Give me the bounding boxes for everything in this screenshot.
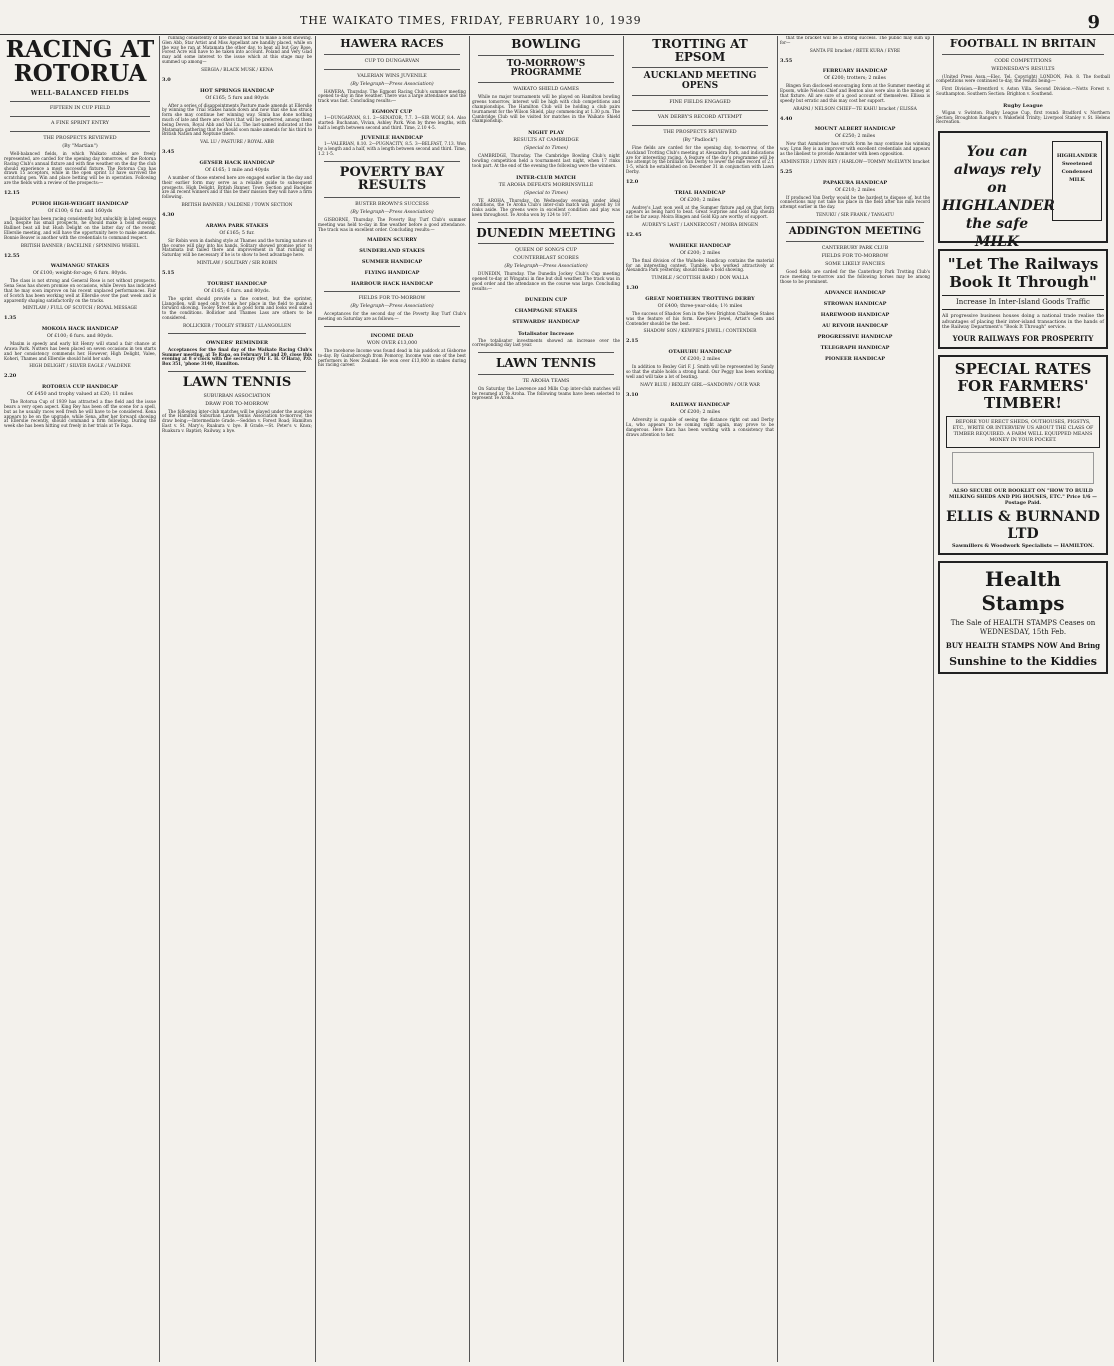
selections: ROLLICKER / TOOLEY STREET / LLANGOLLEN: [182, 323, 292, 329]
advert-cta: BUY HEALTH STAMPS NOW And Bring: [945, 640, 1101, 650]
paragraph: While no major tournaments will be played on Hamilton bowling greens tomorrow, interest will be high with club competitions and championships. The Hamilton Club will be holding a club pairs tournament for the Wilson Shield, play commencing at 1.30 p.m. The Cambridge Club will be visited for matches in the Waikato Shield championship.: [472, 94, 620, 124]
selections: SHADOW SON / KEWPIE'S JEWEL / CONTENDER: [643, 329, 757, 335]
race-name: HARBOUR HACK HANDICAP: [351, 281, 433, 288]
subhead: FIFTEEN IN CUP FIELD: [49, 106, 111, 112]
railways-advert: [938, 249, 1108, 349]
selections: TENUKU / SIR FRANK / TANGATU: [816, 212, 894, 218]
paragraph: Good fields are carded for the Canterbury Park Trotting Club's race meeting to-morrow and the following horses may be among those to be prominent.: [780, 269, 930, 285]
headline-addington: ADDINGTON MEETING: [788, 225, 922, 237]
ellis-burnand-advert: [938, 355, 1108, 555]
race-name: ARAWA PARK STAKES: [205, 222, 269, 229]
race-name: FLYING HANDICAP: [364, 270, 420, 277]
paragraph: TE AROHA, Thursday. On Wednesday evening, under ideal conditions, the Te Aroha Club's inter-club match was played by 18 rinks aside. The greens were in excellent condition and play was keen throughout. Te Aroha won by 124 to 107.: [472, 197, 620, 218]
subhead: CANTERBURY PARK CLUB: [821, 246, 889, 252]
subhead: FINE FIELDS ENGAGED: [669, 100, 731, 106]
race-conditions: Of £200; 2 miles: [679, 197, 721, 203]
subhead: INCOME DEAD: [370, 332, 414, 339]
shed-illustration: [952, 452, 1094, 484]
paragraph: Now that Axminster has struck form he may continue his winning way. Lynn Rey is an improver with excellent credentials and appears as the likeliest to provide Axminster with keen opposition.: [780, 141, 930, 156]
race-name: EGMONT CUP: [371, 108, 413, 115]
race-time: 4.30: [162, 211, 175, 218]
paragraph: If produced Van Derby would be the hardest to dispose of, but the connections may not take his place in the field after his mile record attempt earlier in the day.: [780, 194, 930, 210]
race-name: OTAHUHU HANDICAP: [668, 349, 732, 356]
race-conditions: Of £250; 2 miles: [834, 134, 876, 140]
page-number: 9: [1087, 12, 1100, 33]
health-stamps-advert: [938, 561, 1108, 674]
column-trotting-addington: [780, 36, 930, 1364]
selections: AXMINSTER / LYNN REY / HARLOW—TOMMY McELWYN bracket: [780, 159, 930, 165]
headline-racing-rotorua: RACING AT ROTORUA: [5, 36, 155, 88]
selections: BRITISH BANNER / BACELINE / SPINNING WHEEL: [20, 243, 140, 249]
paragraph: Acceptances for the final day of the Waikato Racing Club's Summer meeting, at Te Rapa, on February 18 and 20, close this evening at 8 o'clock with the secretary (Mr E. H. O'Hara), P.O. Box 351, 'phone 3140, Hamilton.: [162, 346, 312, 367]
race-conditions: Of £165; 6 furs. and 80yds.: [203, 288, 271, 294]
paragraph: (United Press Assn.—Elec. Tel. Copyright) LONDON, Feb. 8. The football competitions were continued to-day, the results being:—: [936, 73, 1110, 84]
column-racing-continued: [162, 36, 312, 1364]
race-name: AU REVOIR HANDICAP: [822, 322, 888, 329]
paragraph: In addition to Bexley Girl F. J. Smith will be represented by Sandy so that the stable holds a strong hand. Our Peggy has been working well and will take a lot of beating.: [626, 364, 774, 379]
subhead: QUEEN OF SONG'S CUP: [515, 248, 577, 254]
headline-bowling: BOWLING: [511, 37, 581, 51]
subhead: OWNERS' REMINDER: [205, 339, 269, 346]
headline-trotting-epsom: TROTTING AT EPSOM: [652, 37, 748, 64]
paragraph: HAWERA, Thursday. The Egmont Racing Club's summer meeting opened to-day in fine weather. There was a large attendance and the track was fast. Concluding results:—: [318, 88, 466, 104]
subhead: FIELDS FOR TO-MORROW: [358, 296, 426, 302]
headline-poverty-bay: POVERTY BAY RESULTS: [339, 164, 445, 194]
masthead: [0, 0, 1114, 35]
race-name: RAILWAY HANDICAP: [670, 402, 730, 409]
advert-tagline: Sawmillers & Woodwork Specialists — HAMILTON.: [952, 542, 1094, 549]
race-conditions: Of £200; trotters; 2 miles: [824, 76, 886, 82]
paragraph: The following inter-club matches will be played under the auspices of the Hamilton Suburban Lawn Tennis Association to-morrow, the draw being:—Intermediate Grade.—Seddon v. Forest Road; Hamilton East v. St. Mary's; Ruakura v. bye. B Grade.—St. Peter's v. Knox; Ruakura v. Baptist; Railway, a bye.: [162, 408, 312, 433]
race-name: PROGRESSIVE HANDICAP: [817, 333, 893, 340]
advert-body: All progressive business houses doing a national trade realise the advantages of placing their inter-island transactions in the hands of the Railway Department's "Book It Through" service.: [942, 314, 1104, 331]
subhead: A FINE SPRINT ENTRY: [51, 121, 109, 127]
column-football-ads: [936, 36, 1110, 1364]
masthead-title: THE WAIKATO TIMES, FRIDAY, FEBRUARY 10, 1939: [300, 14, 642, 27]
paragraph: Maxim is speedy and early hit Henry will stand a fair chance at Arawa Park. Nutters has been placed on seven occasions in ten starts and her consistency commends her. However, High Delight, Valee, Koheri, Thames and Ellerslie should hold her safe.: [4, 341, 156, 361]
subhead: CUP TO DUNGARVAN: [364, 58, 420, 64]
race-name: TOURIST HANDICAP: [207, 280, 267, 287]
headline-programme: TO-MORROW'S PROGRAMME: [506, 58, 586, 79]
race-time: 1.30: [626, 285, 639, 292]
race-name: PAPAKURA HANDICAP: [822, 179, 888, 186]
source-line: (Special to Times): [523, 146, 568, 152]
race-conditions: Of £200; 2 miles: [679, 357, 721, 363]
race-name: HOT SPRINGS HANDICAP: [199, 87, 275, 94]
race-name: FEBRUARY HANDICAP: [822, 68, 888, 75]
selections: NAVY BLUE / BEXLEY GIRL—SANDOWN / OUR WAR: [640, 382, 760, 388]
paragraph: On Saturday the Lawrence and Mills Cup inter-club matches will be resumed at Te Aroha. The following teams have been selected to represent Te Aroha.: [472, 385, 620, 401]
race-time: 3.45: [162, 149, 175, 156]
selections: HIGH DELIGHT / SILVER EAGLE / VALDENE: [29, 364, 131, 370]
subhead: CODE COMPETITIONS: [994, 58, 1052, 64]
advert-tagline: Sunshine to the Kiddies: [949, 654, 1097, 668]
column-trotting-epsom: [626, 36, 774, 1364]
race-conditions: Of £165; 1 mile and 40yds: [204, 167, 270, 173]
paragraph: running consistently of late should not fail to make a bold showing. Glen Abb, Star Artist and Miss Appellant are handily placed, while on the way he ran at Matamata the other day, to beat all but Gay Rose, Forest Acre will have to be taken into account. Poland and Very Glad may add some interest to the issue which at this stage may be summed up among—: [162, 36, 312, 64]
source-line: (Special to Times): [523, 190, 568, 196]
paragraph: CAMBRIDGE, Thursday. The Cambridge Bowling Club's night bowling competition held a tournament last night, when 17 rinks took part. At the end of the evening the following were the winners.: [472, 153, 620, 168]
paragraph: The Rotorua Cup of 1939 has attracted a fine field and the issue bears a very open aspect. King Rey has been off the scene for a spell, but as he usually races well fresh he will have to be considered. Kena appears to be on the upgrade, while Sena, after her forward showing at Ellerslie recently, should command a firm following. During the week she has been hitting out freely in her trials at Te Rapa.: [4, 399, 156, 429]
race-conditions: Of £200; 2 miles: [679, 410, 721, 416]
selections: MINTLAW / FULL OF SCOTCH / ROYAL MESSAGE: [22, 306, 138, 312]
source-line: (By Telegraph—Press Association): [350, 210, 434, 215]
column-hawera-poverty-bay: [318, 36, 466, 1364]
race-name: WAIMANGU STAKES: [50, 263, 110, 270]
subhead: TE AROHA DEFEATS MORRINSVILLE: [498, 182, 594, 188]
headline-dunedin: DUNEDIN MEETING: [476, 225, 616, 240]
selections: SANTA FE bracket / RETE KURA / EYRE: [809, 48, 901, 54]
race-time: 12.0: [626, 178, 639, 185]
selections: ARAPAI / NELSON CHIEF—TE KAHU bracket / ELISSA: [793, 106, 917, 112]
advert-subhead: Increase In Inter-Island Goods Traffic: [942, 295, 1104, 310]
byline: (By "Padlock"): [682, 138, 718, 144]
subhead: FIELDS FOR TO-MORROW: [821, 254, 889, 260]
paragraph: that the bracket will be a strong success. The public may sum up for—: [780, 36, 930, 45]
race-time: 12.45: [626, 232, 642, 239]
paragraph: DUNEDIN, Thursday. The Dunedin Jockey Club's Cup meeting opened to-day at Wingatui in fine but dull weather. The track was in good order and the attendance on the course was large. Concluding results:—: [472, 271, 620, 291]
race-name: PUHOI HIGH-WEIGHT HANDICAP: [31, 200, 129, 207]
race-name: ADVANCE HANDICAP: [824, 289, 886, 296]
advert-headline: "Let The Railways Book It Through": [947, 255, 1099, 292]
race-conditions: Of £100; weight-for-age; 6 furs. 80yds.: [32, 271, 128, 277]
headline-lawn-tennis: LAWN TENNIS: [495, 356, 597, 371]
subhead: TE AROHA TEAMS: [522, 378, 570, 384]
race-name: SUNDERLAND STAKES: [359, 248, 425, 255]
race-time: 5.15: [162, 269, 175, 276]
race-conditions: Of £165; 5 fur.: [219, 230, 255, 236]
selections: TUMBLE / SCOTTISH BARD / DON WALLA: [651, 276, 749, 282]
paragraph: Well-balanced fields, in which Waikato stables are freely represented, are carded for the opening day tomorrow, of the Rotorua Racing Club's annual fixture and with fine weather on the day the club should experience a most successful fixture. The Rotorua Cup has drawn 15 acceptors, while in the open sprint 13 have survived the scratching pen. Win and place betting will be in operation. Following are the fields with a review of the prospects:—: [4, 151, 156, 186]
race-time: 1.35: [4, 315, 17, 322]
subhead: Totalisator Increase: [518, 330, 574, 337]
paragraph: First Division.—Brentford v. Aston Villa. Second Division.—Notts Forest v. Southampton. Southern Section: Brighton v. Southend.: [936, 86, 1110, 96]
race-name: MOUNT ALBERT HANDICAP: [814, 126, 896, 133]
subhead: WEDNESDAY'S RESULTS: [991, 66, 1055, 72]
paragraph: Adversity is capable of seeing the distance right out and Derby Lu, who appears to be coming right again, may prove to be dangerous. Here Kara has been working with a consistency that draws attention to her.: [626, 417, 774, 437]
selections: VAL LU / PASTURE / ROYAL ABB: [200, 140, 274, 146]
column-racing-rotorua: [4, 36, 156, 1364]
subhead: RESULTS AT CAMBRIDGE: [513, 138, 579, 144]
subhead: INTER-CLUB MATCH: [516, 174, 576, 181]
advert-body: BEFORE YOU ERECT SHEDS, OUTHOUSES, PIGSTYS, ETC., WRITE OR INTERVIEW US ABOUT THE CLASS OF TIMBER REQUIRED. A FARM WELL EQUIPPED MEANS MONEY IN YOUR POCKET.: [946, 416, 1100, 448]
race-conditions: Of £100; 6 furs. and 80yds.: [46, 334, 114, 340]
race-conditions: Of £450 and trophy valued at £20; 11 miles: [27, 392, 133, 398]
race-name: STROWAN HANDICAP: [823, 300, 887, 307]
highlander-milk-advert: [938, 131, 1108, 251]
race-name: PIONEER HANDICAP: [824, 355, 885, 362]
advert-text: You can always rely on HIGHLANDER the safe MILK: [942, 144, 1055, 251]
advert-headline: Health Stamps: [981, 566, 1065, 615]
byline: (By "Martian"): [62, 144, 98, 150]
paragraph: Sir Robin won in dashing style at Thames and the turning nature of the course will play into his hands. Solitary showed promise prior to Matamata but failed there and improvement in that running of Saturday will be necessary if he is to show to best advantage here.: [162, 237, 312, 258]
race-result: 1—VALERIAN, 8.10. 2—PUGNACITY, 8.5. 3—BELFAST, 7.13. Won by a length and a half, with a length between second and third. Time, 1.2 1-5.: [318, 141, 466, 156]
subhead: THE PROSPECTS REVIEWED: [43, 136, 117, 142]
column-bowling-dunedin: [472, 36, 620, 1364]
subhead: COUNTERBLAST SCORES: [513, 256, 579, 262]
headline-auckland-meeting: AUCKLAND MEETING OPENS: [643, 71, 757, 91]
race-time: 2.20: [4, 373, 17, 380]
subhead: VALERIAN WINS JUVENILE: [357, 73, 427, 79]
subhead: WON OVER £13,000: [366, 340, 418, 346]
race-time: 12.55: [4, 252, 20, 259]
race-name: GEYSER HACK HANDICAP: [199, 159, 275, 166]
advert-company: ELLIS & BURNAND LTD: [946, 508, 1100, 542]
paragraph: Acceptances for the second day of the Poverty Bay Turf Club's meeting on Saturday are as follows:—: [318, 311, 466, 322]
selections: MINTLAW / SOLITARY / SIR ROBIN: [196, 260, 278, 266]
paragraph: The final division of the Waiheke Handicap contains the material for an interesting contest. Tumble, who worked attractively at Alexandra Park yesterday, should make a bold showing.: [626, 257, 774, 273]
paragraph: A number of those entered here are engaged earlier in the day and their earlier form may serve as a reliable guide to subsequent prospects. High Delight, British Banner, Town Section and Baceline are all recent winners and if this be their mission they will have a firm following.: [162, 174, 312, 200]
race-name: DUNEDIN CUP: [524, 296, 568, 303]
source-line: (By Telegraph—Press Association): [350, 304, 434, 310]
race-name: STEWARDS' HANDICAP: [512, 318, 580, 325]
paragraph: The racehorse Income was found dead in his paddock at Gisborne to-day. By Gainsborough from Pomoroy, Income was one of the best performers in New Zealand. He won over £13,000 in stakes during his racing career.: [318, 347, 466, 368]
race-name: WAIHEKE HANDICAP: [669, 242, 731, 249]
subhead: SOME LIKELY FANCIES: [825, 262, 885, 268]
race-result: 1—DUNGARVAN, 8.1. 2—SENATOR, 7.7. 3—SIR WOLF, 8.4. Also started: Buchanan, Vivian, Ashley Park. Won by three lengths, with half a length between second and third. Time, 2.10 4-5.: [318, 114, 466, 130]
race-name: ROTORUA CUP HANDICAP: [42, 384, 118, 391]
subhead: DRAW FOR TO-MORROW: [205, 401, 269, 407]
race-time: 12.15: [4, 189, 20, 196]
race-conditions: Of £210; 2 miles: [834, 187, 876, 193]
subhead: WELL-BALANCED FIELDS: [30, 90, 130, 98]
race-name: HAREWOOD HANDICAP: [820, 311, 890, 318]
race-name: SUMMER HANDICAP: [361, 259, 423, 266]
selections: BRITISH BANNER / VALDENE / TOWN SECTION: [181, 202, 293, 208]
race-conditions: Of £100; 6 fur. and 160yds: [47, 208, 113, 214]
subhead: Rugby League: [1003, 102, 1043, 109]
paragraph: GISBORNE, Thursday. The Poverty Bay Turf Club's summer meeting was held to-day in fine weather before a good attendance. The track was in excellent order. Concluding results:—: [318, 217, 466, 232]
milk-tin-image: HIGHLANDER Sweetened Condensed MILK: [1052, 141, 1102, 221]
selections: AUDREY'S LAST / LANNERCOST / MOIRA BINGEN: [641, 223, 759, 229]
race-name: CHAMPAGNE STAKES: [514, 307, 578, 314]
race-time: 2.15: [626, 338, 639, 345]
subhead: BUSTER BROWN'S SUCCESS: [355, 202, 429, 207]
race-time: 3.10: [626, 391, 639, 398]
subhead: VAN DERBY'S RECORD ATTEMPT: [657, 115, 743, 121]
race-time: 3.0: [162, 76, 171, 83]
race-name: MAIDEN SCURRY: [367, 237, 417, 244]
advert-booklet: ALSO SECURE OUR BOOKLET ON "HOW TO BUILD MILKING SHEDS AND PIG HOUSES, ETC." Price 1/6 — Postage Paid.: [949, 487, 1097, 506]
race-name: MOKOIA HACK HANDICAP: [41, 326, 119, 333]
paragraph: The totalisator investments showed an increase over the corresponding day last year.: [472, 337, 620, 348]
paragraph: Wigan v. Swinton. Rugby League Cup, first round: Bradford v. Northern Section; Broughton Rangers v. Wakefield Trinity; Liverpool Stanley v. St. Helens Recreation.: [936, 109, 1110, 125]
paragraph: Bingen Sun disclosed encouraging form at the Summer meeting at Epsom, while Nelson Chief and Benton also were also in the money at that fixture. All are sure of a good account of themselves. Ellissa is speedy but erratic and this may cost her support.: [780, 83, 930, 103]
headline-football: FOOTBALL IN BRITAIN: [949, 37, 1097, 50]
advert-body: The Sale of HEALTH STAMPS Ceases on WEDNESDAY, 15th Feb.: [950, 618, 1096, 636]
advert-headline: SPECIAL RATES FOR FARMERS' TIMBER!: [954, 359, 1092, 412]
paragraph: Inquisitor has been racing consistently but unluckily in latest essays and, despite his small prospects, he should make a bold showing. Ballinet beat all but Hush Delight on the latter day of the recent Ellerslie meeting, and will have the opportunity here to make amends. Bonnie Beaver is another with the credentials to command respect.: [4, 215, 156, 240]
paragraph: Fine fields are carded for the opening day, to-morrow, of the Auckland Trotting Club's meeting at Alexandra Park, and indications are for interesting racing. A feature of the day's programme will be the attempt by the brilliant Van Derby to lower the mile record of 2.1 1-5, which he established on December 31 in conjunction with Lawn Derby.: [626, 145, 774, 175]
subhead: NIGHT PLAY: [528, 130, 564, 137]
subhead: SUBURBAN ASSOCIATION: [203, 393, 271, 399]
source-line: (By Telegraph—Press Association): [350, 81, 434, 87]
race-name: TELEGRAPH HANDICAP: [820, 344, 890, 351]
race-name: TRIAL HANDICAP: [674, 189, 726, 196]
source-line: (By Telegraph—Press Association): [504, 264, 588, 270]
selections: SERGIA / BLACK MUSK / KENA: [201, 67, 273, 73]
headline-hawera-races: HAWERA RACES: [340, 37, 444, 50]
paragraph: Audrey's Last won well at the Summer fixture and on that form appears as being hard to beat. Great Surprise and Gold Kip should not be far away. Moira Bingen and Gold Kip are worthy of support.: [626, 204, 774, 220]
paragraph: The class is not strong and General Rose is not without prospects. Sena Seas has shown promise on occasions, while Devon has indicated that he may soon improve on his recent unplaced performances. Fair of Scotch has been working well at Ellerslie over the past week and is apparently shaping satisfactorily on the tracks.: [4, 278, 156, 303]
race-name: GREAT NORTHERN TROTTING DERBY: [645, 296, 755, 303]
race-conditions: Of £200; 2 miles: [679, 250, 721, 256]
paragraph: The sprint should provide a fine contest, but the sprinter, Llangollen, will need only to take her place in the field to make a forward showing. Tooley Street is in good form and looks well suited to the conditions. Bollicker and Thames Lass are others to be considered.: [162, 295, 312, 320]
race-time: 4.40: [780, 115, 793, 122]
race-time: 3.55: [780, 57, 793, 64]
race-time: 5.25: [780, 168, 793, 175]
race-name: JUVENILE HANDICAP: [361, 135, 423, 142]
headline-lawn-tennis: LAWN TENNIS: [182, 374, 292, 390]
subhead: WAIKATO SHIELD GAMES: [513, 87, 579, 93]
subhead: THE PROSPECTS REVIEWED: [663, 130, 737, 136]
race-conditions: Of £165; 5 furs and 80yds: [205, 95, 269, 101]
paragraph: The success of Shadow Son in the New Brighton Challenge Stakes was the feature of his form. Kewpie's Jewel, Artist's Gem and Contender should be the best.: [626, 311, 774, 326]
paragraph: After a series of disappointments Pasture made amends at Ellerslie by winning the Trial Stakes hands down and now that she has struck form she may continue her winning way. Simla has done nothing much of late and there are others that will be preferred, among them being Devon, Royal Abb and Val Lu. The last-named indicated at the Matamata gathering that he should soon make amends for his third to British Nation and Neptune there.: [162, 102, 312, 137]
race-conditions: Of £400; three-year-olds; 1½ miles: [657, 304, 743, 310]
advert-footer: YOUR RAILWAYS FOR PROSPERITY: [952, 333, 1094, 343]
